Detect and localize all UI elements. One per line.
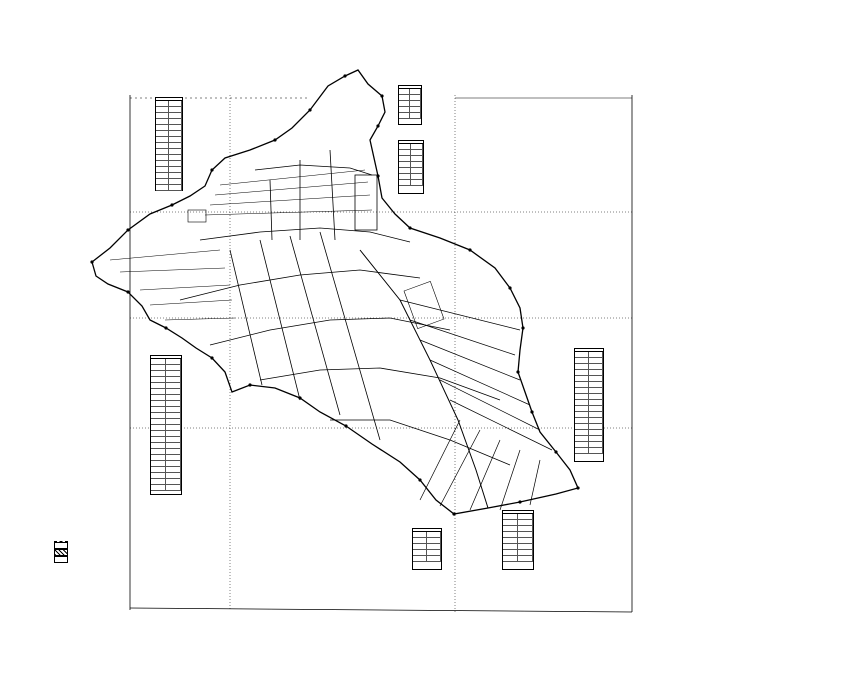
legend-swatch (54, 542, 68, 549)
legend-item (54, 556, 224, 563)
legend-swatch (54, 556, 68, 563)
road-3 (180, 270, 420, 300)
legend-swatch (54, 549, 68, 556)
coordinate-table-4 (150, 355, 182, 495)
coordinate-table-1 (155, 97, 183, 191)
map-legend (54, 541, 224, 563)
coordinate-table-3 (398, 140, 424, 194)
road-6 (330, 420, 510, 465)
coordinate-table-7 (412, 528, 442, 570)
coordinate-table-2 (398, 85, 422, 125)
parcel-east (404, 281, 444, 328)
coordinate-table-6 (502, 510, 534, 570)
road-4 (210, 318, 450, 345)
road-11 (420, 420, 540, 510)
legend-item (54, 542, 224, 549)
main-road (360, 250, 488, 508)
road-8 (270, 150, 335, 240)
hatch-west (110, 250, 235, 320)
legend-item (54, 549, 224, 556)
frame-bottom-line (130, 608, 632, 612)
road-9 (230, 232, 380, 440)
road-2 (200, 228, 410, 242)
road-7 (255, 165, 372, 175)
large-parcel (355, 175, 377, 230)
coordinate-table-5 (574, 348, 604, 462)
